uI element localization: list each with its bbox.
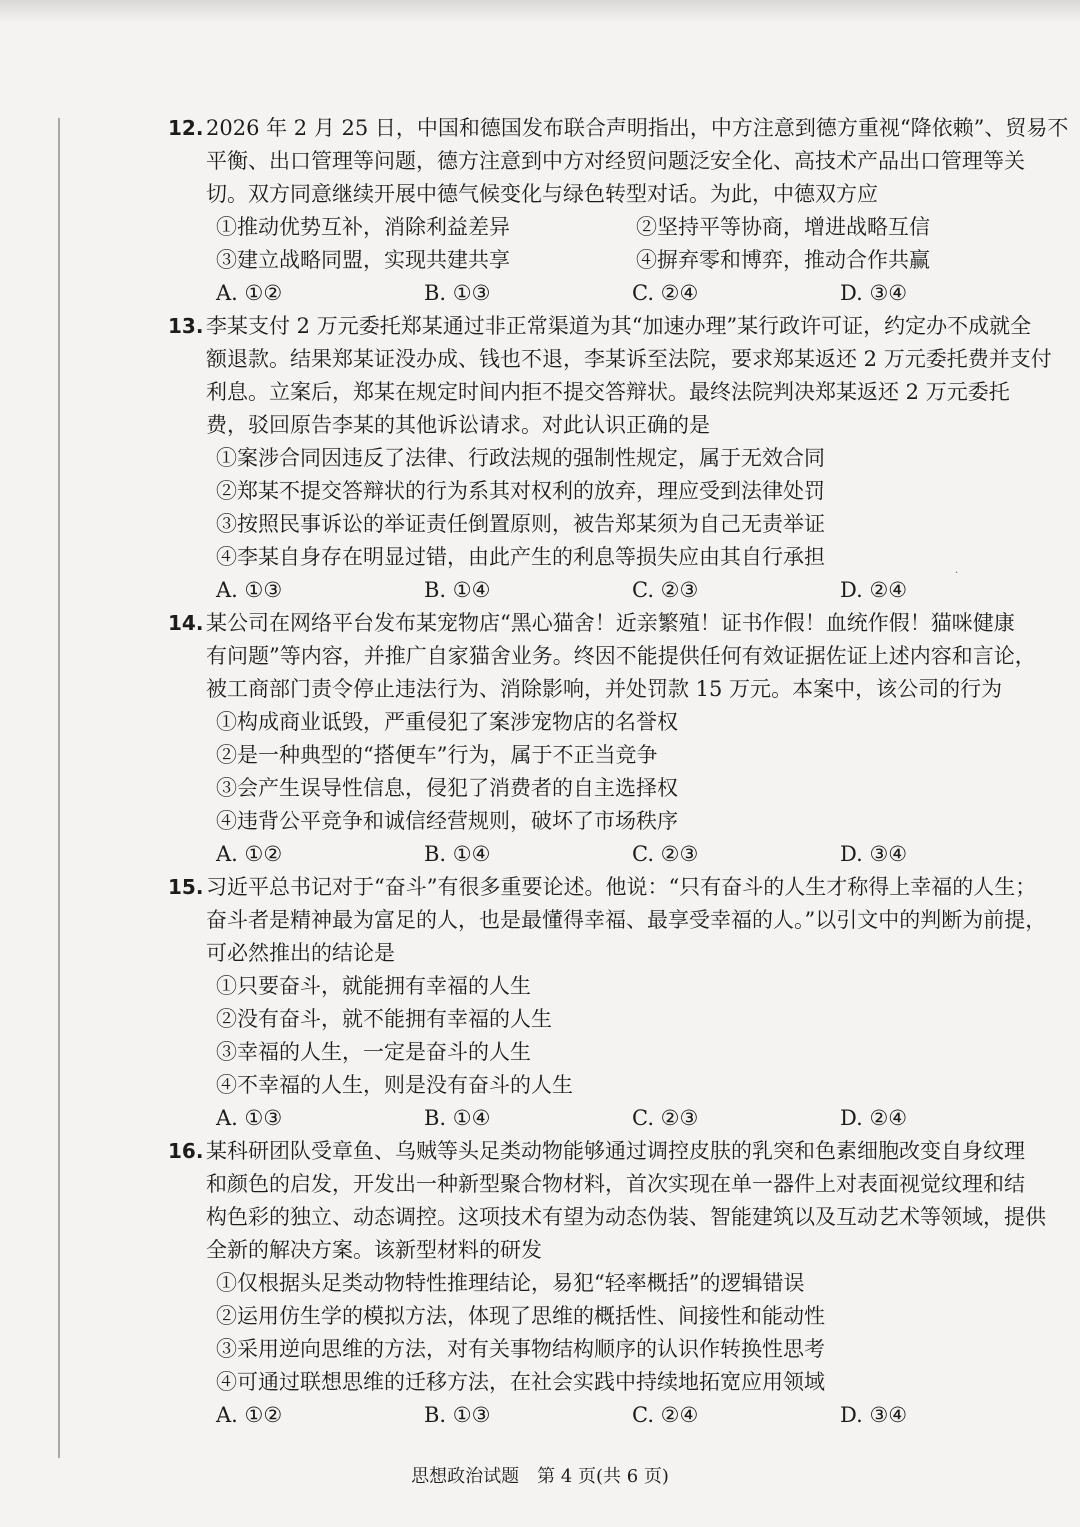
choice-a: A. ①③ bbox=[216, 578, 283, 602]
question-stem-line: 李某支付 2 万元委托郑某通过非正常渠道为其“加速办理”某行政许可证，约定办不成就全 bbox=[206, 314, 1032, 338]
question-16 bbox=[168, 1135, 1058, 1432]
question-stem-line: 被工商部门责令停止违法行为、消除影响，并处罚款 15 万元。本案中，该公司的行为 bbox=[206, 677, 1003, 701]
choice-c: C. ②③ bbox=[632, 842, 699, 866]
question-number: 15. bbox=[168, 875, 204, 899]
choice-d: D. ③④ bbox=[840, 842, 908, 866]
option-4: ④不幸福的人生，则是没有奋斗的人生 bbox=[216, 1073, 573, 1097]
page-footer: 思想政治试题 第 4 页(共 6 页) bbox=[411, 1466, 669, 1487]
exam-page bbox=[168, 112, 1069, 1432]
question-15 bbox=[168, 871, 1058, 1135]
option-3: ③建立战略同盟，实现共建共享 bbox=[216, 248, 510, 272]
choice-b: B. ①③ bbox=[424, 1403, 491, 1427]
question-stem-line: 切。双方同意继续开展中德气候变化与绿色转型对话。为此，中德双方应 bbox=[206, 182, 878, 206]
question-number: 12. bbox=[168, 116, 204, 140]
question-stem-line: 费，驳回原告李某的其他诉讼请求。对此认识正确的是 bbox=[206, 413, 710, 437]
option-1: ①仅根据头足类动物特性推理结论，易犯“轻率概括”的逻辑错误 bbox=[216, 1271, 805, 1295]
question-stem-line: 可必然推出的结论是 bbox=[206, 941, 395, 965]
option-2: ②运用仿生学的模拟方法，体现了思维的概括性、间接性和能动性 bbox=[216, 1304, 825, 1328]
question-stem-line: 构色彩的独立、动态调控。这项技术有望为动态伪装、智能建筑以及互动艺术等领域，提供 bbox=[206, 1205, 1046, 1229]
question-stem-line: 某科研团队受章鱼、乌贼等头足类动物能够通过调控皮肤的乳突和色素细胞改变自身纹理 bbox=[206, 1139, 1025, 1163]
option-3: ③幸福的人生，一定是奋斗的人生 bbox=[216, 1040, 531, 1064]
question-13 bbox=[168, 310, 1058, 607]
question-number: 13. bbox=[168, 314, 204, 338]
choice-b: B. ①③ bbox=[424, 281, 491, 305]
question-stem-line: 和颜色的启发，开发出一种新型聚合物材料，首次实现在单一器件上对表面视觉纹理和结 bbox=[206, 1172, 1025, 1196]
option-4: ④可通过联想思维的迁移方法，在社会实践中持续地拓宽应用领域 bbox=[216, 1370, 825, 1394]
question-14 bbox=[168, 607, 1058, 871]
question-stem-line: 利息。立案后，郑某在规定时间内拒不提交答辩状。最终法院判决郑某返还 2 万元委托 bbox=[206, 380, 1010, 404]
question-stem-line: 额退款。结果郑某证没办成、钱也不退，李某诉至法院，要求郑某返还 2 万元委托费并支付 bbox=[206, 347, 1052, 371]
choice-c: C. ②③ bbox=[632, 578, 699, 602]
choice-a: A. ①② bbox=[216, 281, 283, 305]
scan-top-shadow bbox=[0, 0, 1080, 22]
option-3: ③采用逆向思维的方法，对有关事物结构顺序的认识作转换性思考 bbox=[216, 1337, 825, 1361]
question-stem-line: 有问题”等内容，并推广自家猫舍业务。终因不能提供任何有效证据佐证上述内容和言论， bbox=[206, 644, 1036, 668]
option-4: ④违背公平竞争和诚信经营规则，破坏了市场秩序 bbox=[216, 809, 678, 833]
option-4: ④摒弃零和博弈，推动合作共赢 bbox=[636, 248, 930, 272]
question-number: 14. bbox=[168, 611, 204, 635]
choice-d: D. ③④ bbox=[840, 281, 908, 305]
option-4: ④李某自身存在明显过错，由此产生的利息等损失应由其自行承担 bbox=[216, 545, 825, 569]
choice-c: C. ②③ bbox=[632, 1106, 699, 1130]
option-1: ①案涉合同因违反了法律、行政法规的强制性规定，属于无效合同 bbox=[216, 446, 825, 470]
option-1: ①推动优势互补，消除利益差异 bbox=[216, 215, 510, 239]
option-1: ①构成商业诋毁，严重侵犯了案涉宠物店的名誉权 bbox=[216, 710, 678, 734]
choice-d: D. ②④ bbox=[840, 1106, 908, 1130]
option-3: ③会产生误导性信息，侵犯了消费者的自主选择权 bbox=[216, 776, 678, 800]
question-stem-line: 习近平总书记对于“奋斗”有很多重要论述。他说：“只有奋斗的人生才称得上幸福的人生； bbox=[206, 875, 1037, 899]
question-stem-line: 2026 年 2 月 25 日，中国和德国发布联合声明指出，中方注意到德方重视“降依赖”、贸易不 bbox=[206, 116, 1069, 140]
choice-b: B. ①④ bbox=[424, 842, 491, 866]
choice-a: A. ①② bbox=[216, 842, 283, 866]
choice-b: B. ①④ bbox=[424, 1106, 491, 1130]
question-number: 16. bbox=[168, 1139, 204, 1163]
scan-speck: · bbox=[955, 568, 959, 579]
option-2: ②是一种典型的“搭便车”行为，属于不正当竞争 bbox=[216, 743, 658, 767]
choice-b: B. ①④ bbox=[424, 578, 491, 602]
question-stem-line: 全新的解决方案。该新型材料的研发 bbox=[206, 1238, 542, 1262]
choice-d: D. ③④ bbox=[840, 1403, 908, 1427]
question-stem-line: 奋斗者是精神最为富足的人，也是最懂得幸福、最享受幸福的人。”以引文中的判断为前提， bbox=[206, 908, 1047, 932]
choice-a: A. ①② bbox=[216, 1403, 283, 1427]
binding-margin-line bbox=[58, 118, 60, 1458]
option-2: ②坚持平等协商，增进战略互信 bbox=[636, 215, 930, 239]
question-stem-line: 某公司在网络平台发布某宠物店“黑心猫舍！近亲繁殖！证书作假！血统作假！猫咪健康 bbox=[206, 611, 1015, 635]
option-2: ②没有奋斗，就不能拥有幸福的人生 bbox=[216, 1007, 552, 1031]
choice-c: C. ②④ bbox=[632, 281, 699, 305]
choice-a: A. ①③ bbox=[216, 1106, 283, 1130]
choice-c: C. ②④ bbox=[632, 1403, 699, 1427]
choice-d: D. ②④ bbox=[840, 578, 908, 602]
option-3: ③按照民事诉讼的举证责任倒置原则，被告郑某须为自己无责举证 bbox=[216, 512, 825, 536]
option-2: ②郑某不提交答辩状的行为系其对权利的放弃，理应受到法律处罚 bbox=[216, 479, 825, 503]
option-1: ①只要奋斗，就能拥有幸福的人生 bbox=[216, 974, 531, 998]
question-12 bbox=[168, 112, 1069, 310]
question-stem-line: 平衡、出口管理等问题，德方注意到中方对经贸问题泛安全化、高技术产品出口管理等关 bbox=[206, 149, 1025, 173]
